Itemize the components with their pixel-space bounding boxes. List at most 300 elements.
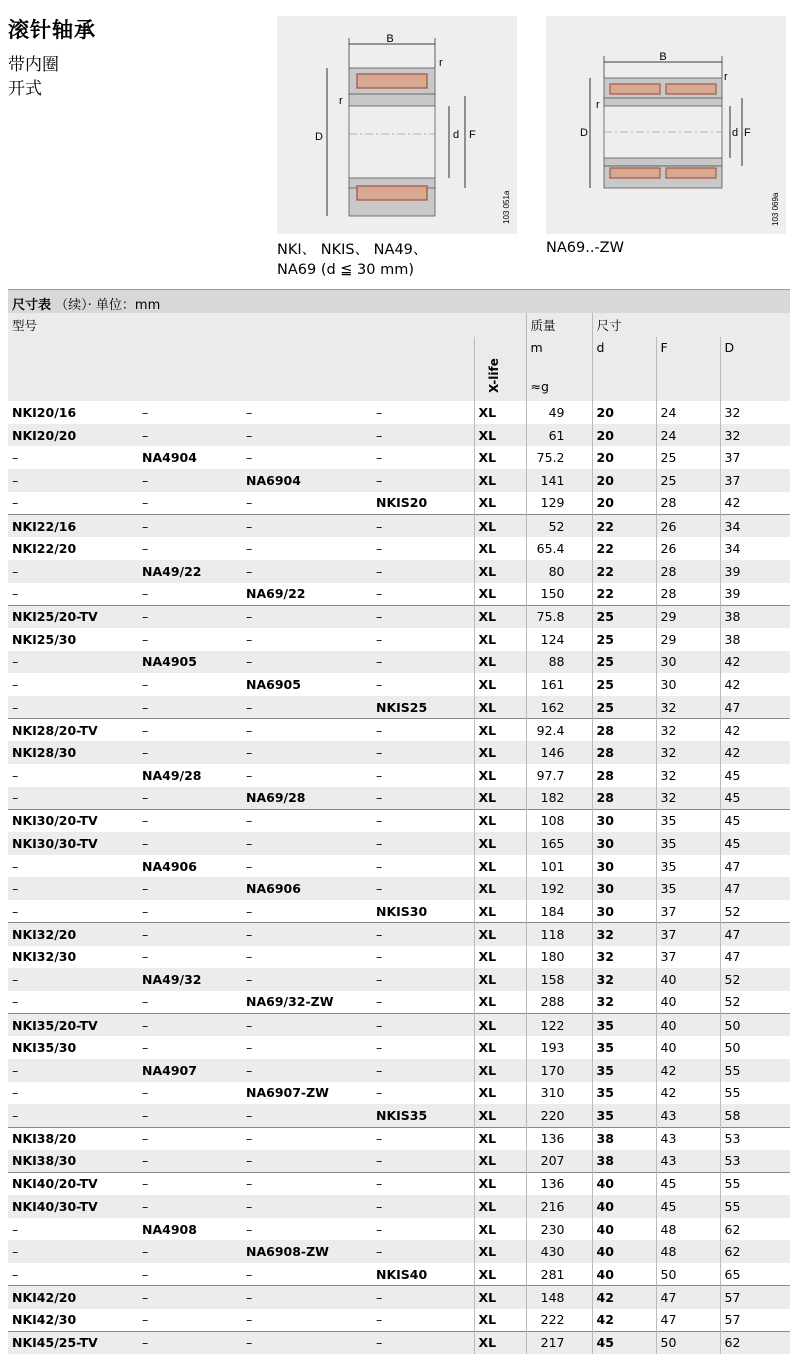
model-na69: NA6907-ZW <box>246 1085 329 1101</box>
model-na49: – <box>142 949 149 965</box>
bore-d: 35 <box>592 1036 656 1059</box>
bore-d: 35 <box>592 1059 656 1082</box>
table-row <box>8 424 790 447</box>
table-row <box>8 651 790 674</box>
raceway-f: 37 <box>656 946 720 969</box>
bore-d: 28 <box>592 787 656 810</box>
raceway-f: 35 <box>656 877 720 900</box>
xlife-flag: XL <box>474 946 526 969</box>
xlife-flag: XL <box>474 673 526 696</box>
table-row <box>8 1218 790 1241</box>
raceway-f: 32 <box>656 696 720 719</box>
model-na49: – <box>138 1331 242 1354</box>
bearing-drawing-na69-zw <box>546 16 786 234</box>
xlife-flag: XL <box>474 923 526 946</box>
xlife-flag: XL <box>474 696 526 719</box>
model-nki: – <box>12 450 19 466</box>
raceway-f: 29 <box>656 628 720 651</box>
bore-d: 40 <box>592 1195 656 1218</box>
model-na69: – <box>246 1040 253 1056</box>
outer-d: 50 <box>720 1036 790 1059</box>
model-na49: – <box>138 424 242 447</box>
model-nkis: – <box>376 450 383 466</box>
xlife-flag: XL <box>474 424 526 447</box>
col-header-outer-d: D <box>720 337 790 401</box>
bore-d: 20 <box>592 424 656 447</box>
bore-d: 20 <box>592 446 656 469</box>
model-na69: – <box>242 1286 372 1309</box>
raceway-f: 42 <box>656 1082 720 1105</box>
model-na69: – <box>246 450 253 466</box>
raceway-f: 32 <box>656 787 720 810</box>
outer-d: 53 <box>720 1127 790 1150</box>
model-na49: – <box>138 1195 242 1218</box>
model-na49: NA49/22 <box>138 560 242 583</box>
bore-d: 42 <box>592 1309 656 1332</box>
model-na49: – <box>138 809 242 832</box>
mass-value: 207 <box>526 1150 592 1173</box>
model-na69: NA69/28 <box>242 787 372 810</box>
model-nki: NKI25/20-TV <box>8 605 138 628</box>
model-nki: NKI30/20-TV <box>8 809 138 832</box>
col-header-model: 型号 <box>8 313 526 337</box>
model-na49: – <box>138 832 242 855</box>
model-nki: – <box>8 877 138 900</box>
raceway-f: 45 <box>656 1195 720 1218</box>
model-na49: NA4908 <box>142 1221 197 1237</box>
xlife-flag: XL <box>474 1240 526 1263</box>
mass-value: 136 <box>526 1127 592 1150</box>
model-nki: NKI40/30-TV <box>8 1195 138 1218</box>
raceway-f: 25 <box>656 469 720 492</box>
model-nkis: – <box>376 1040 383 1056</box>
mass-value: 108 <box>526 809 592 832</box>
model-na49: – <box>142 994 149 1010</box>
model-na49: – <box>138 514 242 537</box>
table-row <box>8 1014 790 1037</box>
model-nki: NKI28/30 <box>8 741 138 764</box>
model-nki: NKI42/30 <box>12 1312 77 1328</box>
model-na69: – <box>242 923 372 946</box>
model-nki: – <box>12 1266 19 1282</box>
bore-d: 25 <box>592 605 656 628</box>
table-title-bold: 尺寸表 <box>12 298 52 313</box>
xlife-flag: XL <box>474 900 526 923</box>
model-nkis: NKIS25 <box>372 696 474 719</box>
col-header-mass: 质量 <box>526 313 592 337</box>
table-row <box>8 492 790 515</box>
model-na49: – <box>142 1312 149 1328</box>
model-na49: – <box>138 1014 242 1037</box>
mass-value: 310 <box>526 1082 592 1105</box>
model-nkis: – <box>372 1286 474 1309</box>
dimension-table-grid <box>8 313 790 1354</box>
xlife-flag: XL <box>474 1059 526 1082</box>
raceway-f: 40 <box>656 1014 720 1037</box>
model-nkis: NKIS35 <box>372 1104 474 1127</box>
table-row <box>8 923 790 946</box>
model-nkis: – <box>372 809 474 832</box>
model-nkis: – <box>376 994 383 1010</box>
raceway-f: 26 <box>656 514 720 537</box>
xlife-flag: XL <box>474 1195 526 1218</box>
xlife-flag: XL <box>474 560 526 583</box>
outer-d: 47 <box>720 855 790 878</box>
mass-value: 80 <box>526 560 592 583</box>
model-nkis: – <box>372 877 474 900</box>
model-nkis: – <box>372 605 474 628</box>
model-na49: – <box>142 540 149 556</box>
outer-d: 32 <box>720 424 790 447</box>
outer-d: 62 <box>720 1331 790 1354</box>
xlife-flag: XL <box>474 583 526 606</box>
bore-d: 25 <box>592 628 656 651</box>
raceway-f: 32 <box>656 741 720 764</box>
outer-d: 52 <box>720 968 790 991</box>
mass-value: 170 <box>526 1059 592 1082</box>
outer-d: 39 <box>720 560 790 583</box>
outer-d: 42 <box>720 719 790 742</box>
raceway-f: 37 <box>656 900 720 923</box>
mass-value: 136 <box>526 1172 592 1195</box>
xlife-flag: XL <box>474 809 526 832</box>
mass-value: 165 <box>526 832 592 855</box>
model-nki: – <box>12 994 19 1010</box>
raceway-f: 50 <box>656 1263 720 1286</box>
model-nki: – <box>12 858 19 874</box>
model-na69: – <box>246 631 253 647</box>
model-na49: – <box>138 1104 242 1127</box>
table-row <box>8 446 790 469</box>
raceway-f: 43 <box>656 1150 720 1173</box>
table-row <box>8 1309 790 1332</box>
model-na49: – <box>138 787 242 810</box>
model-nkis: – <box>372 787 474 810</box>
model-nki: – <box>8 696 138 719</box>
model-na69: NA6906 <box>242 877 372 900</box>
mass-value: 124 <box>526 628 592 651</box>
mass-value: 182 <box>526 787 592 810</box>
model-na49: – <box>142 631 149 647</box>
mass-value: 161 <box>526 673 592 696</box>
outer-d: 45 <box>720 832 790 855</box>
page-title: 滚针轴承 <box>8 18 96 42</box>
bore-d: 40 <box>592 1172 656 1195</box>
mass-value: 75.2 <box>526 446 592 469</box>
xlife-flag: XL <box>474 787 526 810</box>
table-row <box>8 537 790 560</box>
bore-d: 20 <box>592 401 656 424</box>
figure-code: 103 051a <box>502 190 511 224</box>
mass-value: 65.4 <box>526 537 592 560</box>
model-nki: – <box>8 651 138 674</box>
mass-value: 281 <box>526 1263 592 1286</box>
table-row <box>8 401 790 424</box>
mass-value: 220 <box>526 1104 592 1127</box>
raceway-f: 30 <box>656 673 720 696</box>
model-na69: – <box>242 514 372 537</box>
xlife-flag: XL <box>474 968 526 991</box>
model-nki: – <box>8 560 138 583</box>
xlife-flag: XL <box>474 877 526 900</box>
model-nki: – <box>12 677 19 693</box>
table-row <box>8 696 790 719</box>
model-nkis: NKIS40 <box>376 1266 428 1282</box>
model-na49: – <box>142 586 149 602</box>
table-row <box>8 1082 790 1105</box>
table-title-unit: （续）· 单位：mm <box>51 298 161 313</box>
mass-value: 222 <box>526 1309 592 1332</box>
model-nkis: – <box>376 858 383 874</box>
model-nki: – <box>12 903 19 919</box>
xlife-flag: XL <box>474 1104 526 1127</box>
bore-d: 32 <box>592 946 656 969</box>
col-header-f: F <box>656 337 720 401</box>
mass-value: 192 <box>526 877 592 900</box>
outer-d: 34 <box>720 537 790 560</box>
model-na69: – <box>242 1014 372 1037</box>
model-nki: – <box>12 1085 19 1101</box>
model-na69: – <box>242 1127 372 1150</box>
mass-value: 75.8 <box>526 605 592 628</box>
raceway-f: 40 <box>656 991 720 1014</box>
raceway-f: 24 <box>656 424 720 447</box>
mass-value: 49 <box>526 401 592 424</box>
raceway-f: 47 <box>656 1309 720 1332</box>
model-na49: NA4907 <box>138 1059 242 1082</box>
dimension-table <box>8 289 790 1354</box>
dim-r-label: r <box>439 57 443 69</box>
col-header-xlife <box>474 337 526 401</box>
page-header <box>0 0 790 285</box>
bore-d: 30 <box>592 832 656 855</box>
model-na49: – <box>142 404 149 420</box>
table-row <box>8 514 790 537</box>
mass-value: 288 <box>526 991 592 1014</box>
mass-value: 180 <box>526 946 592 969</box>
model-na69: – <box>242 741 372 764</box>
model-nki: NKI22/20 <box>12 540 77 556</box>
mass-unit: ≈g <box>530 379 549 394</box>
outer-d: 38 <box>720 628 790 651</box>
raceway-f: 40 <box>656 968 720 991</box>
outer-d: 47 <box>720 696 790 719</box>
table-row <box>8 1150 790 1173</box>
model-nkis: – <box>372 1331 474 1354</box>
model-nki: – <box>12 767 19 783</box>
bore-d: 42 <box>592 1286 656 1309</box>
xlife-flag: XL <box>474 1082 526 1105</box>
model-nki: NKI38/20 <box>8 1127 138 1150</box>
raceway-f: 40 <box>656 1036 720 1059</box>
table-row <box>8 605 790 628</box>
table-row <box>8 809 790 832</box>
model-nkis: – <box>372 1127 474 1150</box>
mass-value: 101 <box>526 855 592 878</box>
model-na69: – <box>242 1331 372 1354</box>
model-na69: NA69/32-ZW <box>246 994 334 1010</box>
model-na49: NA4906 <box>142 858 197 874</box>
model-na69: – <box>242 719 372 742</box>
raceway-f: 32 <box>656 719 720 742</box>
raceway-f: 28 <box>656 560 720 583</box>
model-nki: NKI35/20-TV <box>8 1014 138 1037</box>
bore-d: 35 <box>592 1014 656 1037</box>
mass-value: 193 <box>526 1036 592 1059</box>
model-nki: – <box>12 1221 19 1237</box>
dim-f-label: F <box>744 127 751 139</box>
raceway-f: 48 <box>656 1240 720 1263</box>
col-header-d: d <box>592 337 656 401</box>
model-nki: NKI35/30 <box>12 1040 77 1056</box>
model-na69: – <box>246 1312 253 1328</box>
model-nkis: – <box>372 1150 474 1173</box>
xlife-flag: XL <box>474 605 526 628</box>
outer-d: 52 <box>720 991 790 1014</box>
table-row <box>8 1104 790 1127</box>
mass-value: 141 <box>526 469 592 492</box>
table-row <box>8 1127 790 1150</box>
bore-d: 32 <box>592 968 656 991</box>
col-header-size: 尺寸 <box>592 313 790 337</box>
outer-d: 32 <box>720 401 790 424</box>
model-na69: – <box>242 424 372 447</box>
raceway-f: 30 <box>656 651 720 674</box>
bore-d: 35 <box>592 1082 656 1105</box>
xlife-flag: XL <box>474 469 526 492</box>
table-row <box>8 1240 790 1263</box>
outer-d: 37 <box>720 469 790 492</box>
bore-d: 30 <box>592 855 656 878</box>
mass-value: 88 <box>526 651 592 674</box>
model-nki: NKI40/20-TV <box>8 1172 138 1195</box>
dim-d-outer-label: D <box>315 131 323 143</box>
raceway-f: 45 <box>656 1172 720 1195</box>
model-nkis: – <box>372 968 474 991</box>
model-na69: – <box>242 605 372 628</box>
model-nki: NKI20/20 <box>8 424 138 447</box>
outer-d: 53 <box>720 1150 790 1173</box>
xlife-flag: XL <box>474 1036 526 1059</box>
xlife-flag: XL <box>474 446 526 469</box>
raceway-f: 35 <box>656 832 720 855</box>
xlife-flag: XL <box>474 1172 526 1195</box>
outer-d: 38 <box>720 605 790 628</box>
model-na69: – <box>246 1221 253 1237</box>
model-nkis: – <box>372 1195 474 1218</box>
mass-value: 216 <box>526 1195 592 1218</box>
outer-d: 34 <box>720 514 790 537</box>
model-na49: – <box>138 605 242 628</box>
model-nkis: – <box>376 1221 383 1237</box>
mass-value: 217 <box>526 1331 592 1354</box>
dim-d-outer-label: D <box>580 127 588 139</box>
model-na49: – <box>138 719 242 742</box>
raceway-f: 35 <box>656 855 720 878</box>
model-na69: – <box>246 1266 253 1282</box>
xlife-label: X-life <box>486 358 501 393</box>
mass-value: 146 <box>526 741 592 764</box>
outer-d: 39 <box>720 583 790 606</box>
xlife-flag: XL <box>474 492 526 515</box>
model-nki: NKI28/20-TV <box>8 719 138 742</box>
model-na69: – <box>246 949 253 965</box>
table-row <box>8 900 790 923</box>
model-na49: – <box>142 1266 149 1282</box>
model-nki: – <box>8 1059 138 1082</box>
model-nkis: – <box>372 651 474 674</box>
raceway-f: 43 <box>656 1127 720 1150</box>
model-nkis: – <box>372 1059 474 1082</box>
model-na49: NA49/28 <box>142 767 202 783</box>
bore-d: 32 <box>592 923 656 946</box>
raceway-f: 43 <box>656 1104 720 1127</box>
xlife-flag: XL <box>474 1150 526 1173</box>
model-nki: NKI25/30 <box>12 631 77 647</box>
outer-d: 55 <box>720 1082 790 1105</box>
bore-d: 32 <box>592 991 656 1014</box>
model-na69: – <box>246 858 253 874</box>
bore-d: 28 <box>592 741 656 764</box>
model-nkis: – <box>372 832 474 855</box>
col-header-blank <box>8 337 474 401</box>
outer-d: 47 <box>720 946 790 969</box>
table-row <box>8 1172 790 1195</box>
outer-d: 47 <box>720 877 790 900</box>
model-na69: – <box>242 832 372 855</box>
mass-value: 162 <box>526 696 592 719</box>
table-title <box>8 289 790 313</box>
caption-line: NKI、 NKIS、 NA49、 <box>277 242 428 258</box>
model-nki: NKI20/16 <box>12 404 77 420</box>
xlife-flag: XL <box>474 537 526 560</box>
raceway-f: 25 <box>656 446 720 469</box>
model-nkis: – <box>376 540 383 556</box>
table-row <box>8 1036 790 1059</box>
model-nki: NKI42/20 <box>8 1286 138 1309</box>
model-nki: NKI45/25-TV <box>8 1331 138 1354</box>
raceway-f: 48 <box>656 1218 720 1241</box>
xlife-flag: XL <box>474 651 526 674</box>
raceway-f: 35 <box>656 809 720 832</box>
table-row <box>8 1331 790 1354</box>
model-na69: – <box>242 651 372 674</box>
table-row <box>8 855 790 878</box>
model-na49: – <box>142 903 149 919</box>
model-nkis: NKIS30 <box>376 903 428 919</box>
mass-value: 61 <box>526 424 592 447</box>
model-nkis: – <box>376 949 383 965</box>
model-na69: – <box>246 495 253 511</box>
model-na69: – <box>242 1104 372 1127</box>
raceway-f: 29 <box>656 605 720 628</box>
outer-d: 45 <box>720 809 790 832</box>
table-row <box>8 628 790 651</box>
raceway-f: 28 <box>656 583 720 606</box>
model-nkis: – <box>372 1240 474 1263</box>
model-nkis: NKIS20 <box>376 495 428 511</box>
xlife-flag: XL <box>474 514 526 537</box>
subtitle-open-type: 开式 <box>8 79 42 99</box>
figure-code: 103 069a <box>771 192 780 226</box>
model-na69: – <box>246 540 253 556</box>
raceway-f: 42 <box>656 1059 720 1082</box>
model-nkis: – <box>372 560 474 583</box>
mass-value: 97.7 <box>526 764 592 787</box>
outer-d: 58 <box>720 1104 790 1127</box>
model-nkis: – <box>372 514 474 537</box>
raceway-f: 50 <box>656 1331 720 1354</box>
